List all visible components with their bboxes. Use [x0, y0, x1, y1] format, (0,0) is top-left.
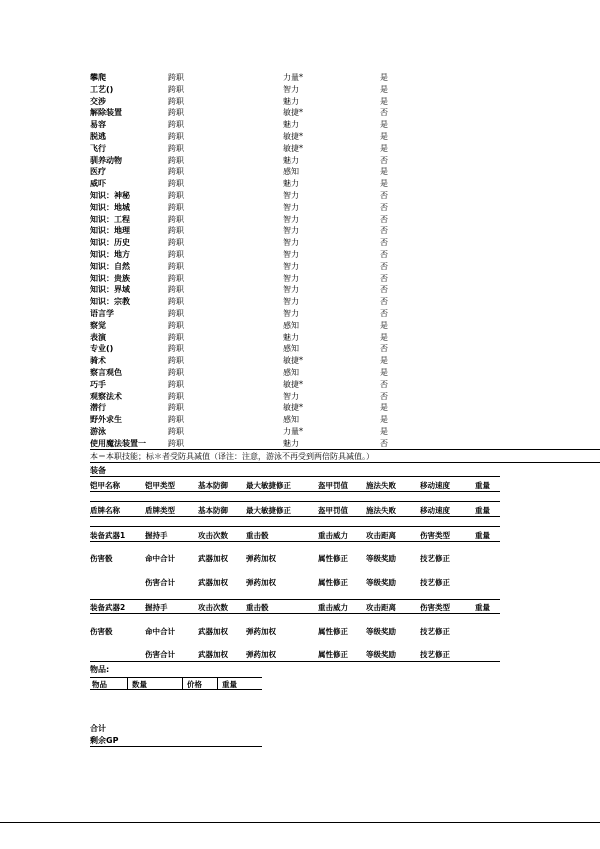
skill-class: 跨职 [168, 179, 184, 189]
skill-row [90, 273, 490, 285]
skill-attribute: 魅力 [283, 438, 299, 448]
skill-attribute: 智力 [283, 226, 299, 236]
skill-row [90, 214, 490, 226]
skill-trained-only: 否 [380, 226, 388, 236]
skill-class: 跨职 [168, 403, 184, 413]
weapon1-ammo-bonus: 弹药加权 [246, 554, 276, 563]
skill-trained-only: 否 [380, 391, 388, 401]
weapon1-grip-header: 握持手 [145, 531, 168, 540]
items-price-header: 价格 [187, 680, 202, 689]
items-title: 物品: [90, 665, 110, 674]
weapon1-weight-header: 重量 [475, 531, 490, 540]
weapon1-dmg-skill-mod: 技艺修正 [420, 578, 450, 587]
skill-attribute: 智力 [283, 249, 299, 259]
skill-name: 攀爬 [90, 73, 106, 82]
page-footer-rule [0, 822, 600, 823]
skill-trained-only: 是 [380, 179, 388, 189]
skill-trained-only: 否 [380, 238, 388, 248]
items-col-sep-2 [182, 677, 183, 689]
weapon1-damage-type-header: 伤害类型 [420, 531, 450, 540]
shield-penalty-header: 盔甲罚值 [318, 506, 348, 515]
skill-row [90, 414, 490, 426]
skill-row [90, 249, 490, 261]
weapon2-name-header: 装备武器2 [90, 603, 126, 612]
skill-row [90, 320, 490, 332]
skill-attribute: 智力 [283, 84, 299, 94]
skill-class: 跨职 [168, 155, 184, 165]
skill-trained-only: 是 [380, 403, 388, 413]
skill-row [90, 332, 490, 344]
skill-name: 察言观色 [90, 367, 122, 377]
skill-attribute: 智力 [283, 202, 299, 212]
skill-trained-only: 否 [380, 344, 388, 354]
skill-name: 游泳 [90, 426, 106, 436]
skills-list [90, 72, 490, 450]
skill-trained-only: 是 [380, 415, 388, 425]
note-divider [90, 462, 600, 463]
weapon2-attr-mod: 属性修正 [318, 627, 348, 636]
weapon2-skill-mod: 技艺修正 [420, 627, 450, 636]
items-name-header: 物品 [92, 680, 107, 689]
remaining-gp-label: 剩余GP [90, 736, 119, 745]
skill-name: 观察法术 [90, 391, 122, 401]
skill-row [90, 402, 490, 414]
skill-trained-only: 否 [380, 285, 388, 295]
skill-name: 语言学 [90, 308, 114, 318]
skill-class: 跨职 [168, 415, 184, 425]
weapon2-ammo-bonus: 弹药加权 [246, 627, 276, 636]
skill-trained-only: 是 [380, 320, 388, 330]
skill-class: 跨职 [168, 84, 184, 94]
skill-name: 知识：地城 [90, 202, 130, 212]
skill-name: 威吓 [90, 179, 106, 189]
skill-attribute: 智力 [283, 261, 299, 271]
skill-class: 跨职 [168, 167, 184, 177]
items-top-divider [90, 661, 500, 662]
weapon1-level-bonus: 等级奖励 [366, 554, 396, 563]
skill-attribute: 力量* [283, 426, 303, 436]
skill-row [90, 178, 490, 190]
skill-class: 跨职 [168, 438, 184, 448]
skill-attribute: 感知 [283, 167, 299, 177]
skill-name: 巧手 [90, 379, 106, 389]
skill-attribute: 魅力 [283, 96, 299, 106]
weapon1-attacks-header: 攻击次数 [198, 531, 228, 540]
skill-attribute: 感知 [283, 415, 299, 425]
skill-class: 跨职 [168, 131, 184, 141]
skill-class: 跨职 [168, 96, 184, 106]
weapon1-crit-die-header: 重击骰 [246, 531, 269, 540]
items-header-top [90, 677, 262, 678]
skill-attribute: 智力 [283, 238, 299, 248]
skills-note: 本＝本职技能；标＊者受防具减值（译注：注意，游泳不再受到两倍防具减值。） [90, 452, 374, 461]
skill-trained-only: 否 [380, 438, 388, 448]
skill-row [90, 438, 490, 450]
skill-class: 跨职 [168, 285, 184, 295]
shield-type-header: 盾牌类型 [145, 506, 175, 515]
weapon2-header-divider [90, 613, 500, 614]
skill-class: 跨职 [168, 356, 184, 366]
skill-row [90, 96, 490, 108]
items-col-sep-3 [217, 677, 218, 689]
weapon2-weight-header: 重量 [475, 603, 490, 612]
skill-attribute: 智力 [283, 297, 299, 307]
skill-name: 工艺() [90, 84, 114, 94]
shield-base-defense-header: 基本防御 [198, 506, 228, 515]
weapon2-damage-die: 伤害骰 [90, 627, 113, 636]
skill-attribute: 智力 [283, 214, 299, 224]
skill-trained-only: 否 [380, 249, 388, 259]
skill-attribute: 敏捷* [283, 379, 303, 389]
armor-base-defense-header: 基本防御 [198, 481, 228, 490]
items-header-bottom [90, 689, 262, 690]
skill-name: 知识：地理 [90, 226, 130, 236]
skill-class: 跨职 [168, 249, 184, 259]
skill-name: 知识：工程 [90, 214, 130, 224]
weapon2-crit-power-header: 重击威力 [318, 603, 348, 612]
weapon2-level-bonus: 等级奖励 [366, 627, 396, 636]
weapon2-dmg-ammo-bonus: 弹药加权 [246, 650, 276, 659]
skill-trained-only: 是 [380, 96, 388, 106]
skill-trained-only: 是 [380, 73, 388, 82]
weapon1-dmg-attr-mod: 属性修正 [318, 578, 348, 587]
weapon2-weapon-bonus: 武器加权 [198, 627, 228, 636]
skill-trained-only: 否 [380, 202, 388, 212]
skill-trained-only: 是 [380, 167, 388, 177]
shield-weight-header: 重量 [475, 506, 490, 515]
skill-trained-only: 否 [380, 155, 388, 165]
skill-class: 跨职 [168, 202, 184, 212]
skill-class: 跨职 [168, 226, 184, 236]
skill-row [90, 119, 490, 131]
armor-penalty-header: 盔甲罚值 [318, 481, 348, 490]
skill-attribute: 敏捷* [283, 131, 303, 141]
armor-name-header: 铠甲名称 [90, 481, 120, 490]
skill-class: 跨职 [168, 320, 184, 330]
skill-class: 跨职 [168, 73, 184, 82]
armor-type-header: 铠甲类型 [145, 481, 175, 490]
skill-row [90, 237, 490, 249]
weapon1-damage-total: 伤害合计 [145, 578, 175, 587]
skill-row [90, 202, 490, 214]
shield-top-divider [90, 501, 500, 502]
skill-name: 驯养动物 [90, 155, 122, 165]
skill-row [90, 143, 490, 155]
skill-trained-only: 是 [380, 143, 388, 153]
skill-attribute: 智力 [283, 190, 299, 200]
skill-trained-only: 否 [380, 308, 388, 318]
skill-class: 跨职 [168, 190, 184, 200]
skill-class: 跨职 [168, 261, 184, 271]
skill-row [90, 131, 490, 143]
armor-spell-failure-header: 施法失败 [366, 481, 396, 490]
skill-attribute: 敏捷* [283, 143, 303, 153]
shield-divider [90, 516, 500, 517]
weapon1-dmg-level-bonus: 等级奖励 [366, 578, 396, 587]
skill-name: 知识：贵族 [90, 273, 130, 283]
weapon1-attr-mod: 属性修正 [318, 554, 348, 563]
skill-class: 跨职 [168, 379, 184, 389]
skill-row [90, 343, 490, 355]
skill-attribute: 智力 [283, 273, 299, 283]
armor-max-dex-header: 最大敏捷修正 [246, 481, 291, 490]
skill-row [90, 296, 490, 308]
skill-row [90, 355, 490, 367]
skills-divider [90, 449, 600, 450]
skill-name: 医疗 [90, 167, 106, 177]
skill-trained-only: 是 [380, 84, 388, 94]
skill-row [90, 261, 490, 273]
skill-row [90, 426, 490, 438]
weapon2-damage-type-header: 伤害类型 [420, 603, 450, 612]
weapon1-crit-power-header: 重击威力 [318, 531, 348, 540]
skill-attribute: 感知 [283, 344, 299, 354]
skill-trained-only: 否 [380, 190, 388, 200]
shield-name-header: 盾牌名称 [90, 506, 120, 515]
skill-trained-only: 否 [380, 108, 388, 118]
skill-class: 跨职 [168, 273, 184, 283]
weapon2-dmg-skill-mod: 技艺修正 [420, 650, 450, 659]
items-qty-header: 数量 [132, 680, 147, 689]
skill-row [90, 308, 490, 320]
weapon1-name-header: 装备武器1 [90, 531, 126, 540]
equipment-divider [90, 476, 500, 477]
skill-row [90, 367, 490, 379]
items-col-sep-1 [127, 677, 128, 689]
skill-attribute: 力量* [283, 73, 303, 82]
skill-trained-only: 是 [380, 356, 388, 366]
skill-row [90, 72, 490, 84]
skill-name: 知识：历史 [90, 238, 130, 248]
weapon1-top-divider [90, 526, 500, 527]
skill-name: 知识：宗教 [90, 297, 130, 307]
weapon1-weapon-bonus: 武器加权 [198, 554, 228, 563]
weapon2-attacks-header: 攻击次数 [198, 603, 228, 612]
skill-class: 跨职 [168, 143, 184, 153]
weapon1-header-divider [90, 541, 500, 542]
skill-row [90, 107, 490, 119]
skill-attribute: 魅力 [283, 120, 299, 130]
skill-trained-only: 否 [380, 297, 388, 307]
skill-row [90, 166, 490, 178]
skill-class: 跨职 [168, 367, 184, 377]
armor-speed-header: 移动速度 [420, 481, 450, 490]
skill-attribute: 感知 [283, 320, 299, 330]
skill-row [90, 284, 490, 296]
shield-spell-failure-header: 施法失败 [366, 506, 396, 515]
skill-trained-only: 否 [380, 273, 388, 283]
skill-trained-only: 是 [380, 332, 388, 342]
skill-class: 跨职 [168, 214, 184, 224]
weapon2-crit-die-header: 重击骰 [246, 603, 269, 612]
skill-attribute: 智力 [283, 391, 299, 401]
items-bottom-divider [90, 746, 262, 747]
skill-row [90, 379, 490, 391]
skill-class: 跨职 [168, 391, 184, 401]
skill-trained-only: 否 [380, 214, 388, 224]
shield-speed-header: 移动速度 [420, 506, 450, 515]
weapon2-grip-header: 握持手 [145, 603, 168, 612]
skill-name: 野外求生 [90, 415, 122, 425]
skill-row [90, 391, 490, 403]
skill-attribute: 魅力 [283, 179, 299, 189]
weapon2-range-header: 攻击距离 [366, 603, 396, 612]
skill-class: 跨职 [168, 297, 184, 307]
weapon1-range-header: 攻击距离 [366, 531, 396, 540]
weapon1-skill-mod: 技艺修正 [420, 554, 450, 563]
shield-max-dex-header: 最大敏捷修正 [246, 506, 291, 515]
skill-trained-only: 是 [380, 120, 388, 130]
armor-divider [90, 491, 500, 492]
skill-name: 交涉 [90, 96, 106, 106]
weapon1-attack-total: 命中合计 [145, 554, 175, 563]
skill-name: 使用魔法装置一 [90, 438, 146, 448]
skill-name: 骑术 [90, 356, 106, 366]
skill-row [90, 155, 490, 167]
skill-attribute: 魅力 [283, 155, 299, 165]
skill-row [90, 84, 490, 96]
weapon1-dmg-ammo-bonus: 弹药加权 [246, 578, 276, 587]
skill-attribute: 敏捷* [283, 108, 303, 118]
skill-class: 跨职 [168, 108, 184, 118]
skill-trained-only: 是 [380, 131, 388, 141]
skill-class: 跨职 [168, 120, 184, 130]
skill-name: 察觉 [90, 320, 106, 330]
items-total-label: 合计 [90, 724, 106, 733]
skill-class: 跨职 [168, 332, 184, 342]
skill-class: 跨职 [168, 238, 184, 248]
skill-row [90, 225, 490, 237]
skill-class: 跨职 [168, 308, 184, 318]
armor-weight-header: 重量 [475, 481, 490, 490]
weapon2-damage-total: 伤害合计 [145, 650, 175, 659]
skill-attribute: 智力 [283, 285, 299, 295]
weapon2-dmg-weapon-bonus: 武器加权 [198, 650, 228, 659]
weapon2-dmg-attr-mod: 属性修正 [318, 650, 348, 659]
skill-name: 易容 [90, 120, 106, 130]
weapon1-damage-die: 伤害骰 [90, 554, 113, 563]
skill-attribute: 敏捷* [283, 356, 303, 366]
skill-name: 知识：地方 [90, 249, 130, 259]
skill-class: 跨职 [168, 344, 184, 354]
skill-trained-only: 否 [380, 379, 388, 389]
skill-trained-only: 是 [380, 426, 388, 436]
skill-name: 解除装置 [90, 108, 122, 118]
skill-attribute: 智力 [283, 308, 299, 318]
weapon1-dmg-weapon-bonus: 武器加权 [198, 578, 228, 587]
skill-trained-only: 是 [380, 367, 388, 377]
skill-name: 知识：界域 [90, 285, 130, 295]
skill-attribute: 敏捷* [283, 403, 303, 413]
weapon2-top-divider [90, 599, 500, 600]
skill-trained-only: 否 [380, 261, 388, 271]
equipment-title: 装备 [90, 466, 106, 475]
skill-class: 跨职 [168, 426, 184, 436]
weapon2-dmg-level-bonus: 等级奖励 [366, 650, 396, 659]
weapon2-attack-total: 命中合计 [145, 627, 175, 636]
skill-name: 飞行 [90, 143, 106, 153]
skill-attribute: 魅力 [283, 332, 299, 342]
skill-name: 知识：自然 [90, 261, 130, 271]
skill-name: 潜行 [90, 403, 106, 413]
items-weight-header: 重量 [222, 680, 237, 689]
skill-name: 表演 [90, 332, 106, 342]
skill-row [90, 190, 490, 202]
skill-name: 脱逃 [90, 131, 106, 141]
skill-name: 知识：神秘 [90, 190, 130, 200]
skill-attribute: 感知 [283, 367, 299, 377]
skill-name: 专业() [90, 344, 114, 354]
